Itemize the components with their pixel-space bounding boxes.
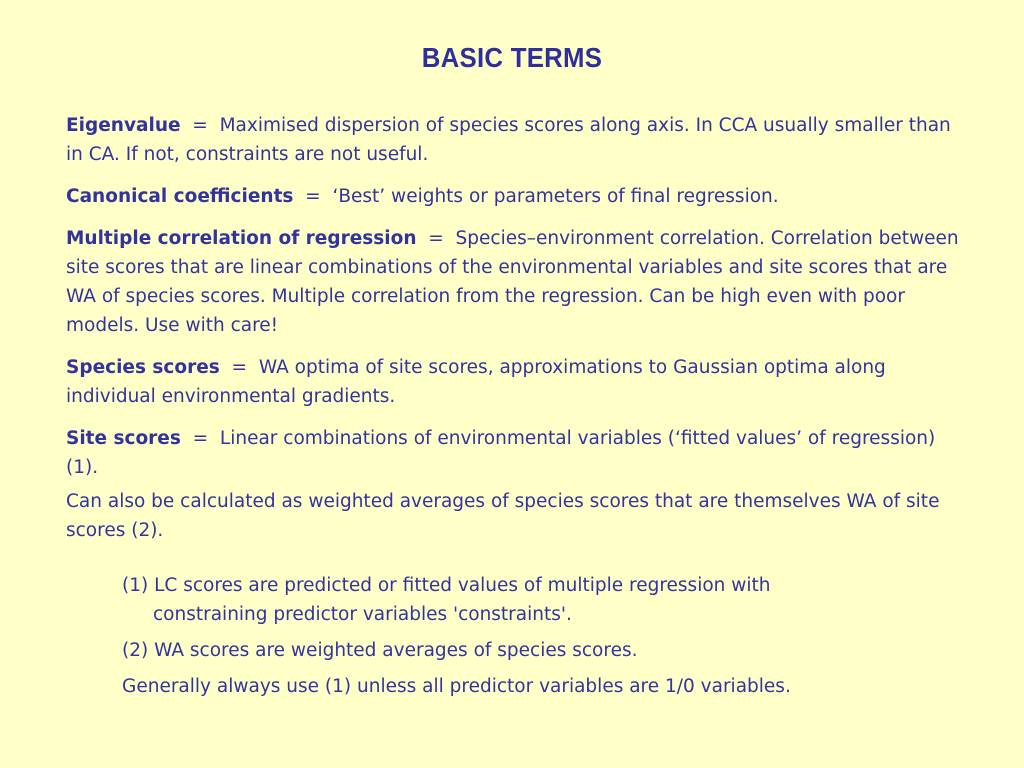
- equals-sign: =: [219, 357, 259, 378]
- note-wa-scores: (2) WA scores are weighted averages of species scores.: [122, 640, 638, 661]
- definition-text: ‘Best’ weights or parameters of final regression.: [332, 186, 779, 207]
- definition-eigenvalue: [66, 111, 966, 169]
- definition-multiple-correlation: [66, 224, 966, 340]
- site-scores-extra-paragraph: Can also be calculated as weighted averages of species scores that are themselves WA of site scores (2).: [66, 491, 940, 541]
- term-species-scores: Species scores: [66, 357, 220, 378]
- term-site-scores: Site scores: [66, 428, 181, 449]
- note-usage-advice: Generally always use (1) unless all predictor variables are 1/0 variables.: [122, 676, 791, 697]
- note-lc-scores: (1) LC scores are predicted or fitted values of multiple regression with constraining predictor variables 'constraints'.: [122, 575, 771, 625]
- definitions-body: [66, 111, 966, 708]
- term-canonical-coefficients: Canonical coefficients: [66, 186, 294, 207]
- term-eigenvalue: Eigenvalue: [66, 115, 181, 136]
- definition-text: Species–environment correlation. Correlation between site scores that are linear combinations of the environmental variables and site scores that are WA of species scores. Multiple correlation from the regression. Can be high even with poor models. Use with care!: [66, 228, 959, 336]
- definition-text: Maximised dispersion of species scores along axis. In CCA usually smaller than in CA. If not, constraints are not useful.: [66, 115, 951, 165]
- equals-sign: =: [180, 428, 220, 449]
- equals-sign: =: [180, 115, 220, 136]
- term-multiple-correlation: Multiple correlation of regression: [66, 228, 417, 249]
- slide-title: BASIC TERMS: [421, 42, 603, 73]
- notes-block: [122, 571, 882, 701]
- equals-sign: =: [416, 228, 456, 249]
- definition-text: WA optima of site scores, approximations to Gaussian optima along individual environmental gradients.: [66, 357, 886, 407]
- definition-site-scores: [66, 424, 966, 482]
- equals-sign: =: [293, 186, 333, 207]
- definition-canonical-coefficients: [66, 182, 966, 211]
- definition-text: Linear combinations of environmental variables (‘fitted values’ of regression) (1).: [66, 428, 936, 478]
- definition-species-scores: [66, 353, 966, 411]
